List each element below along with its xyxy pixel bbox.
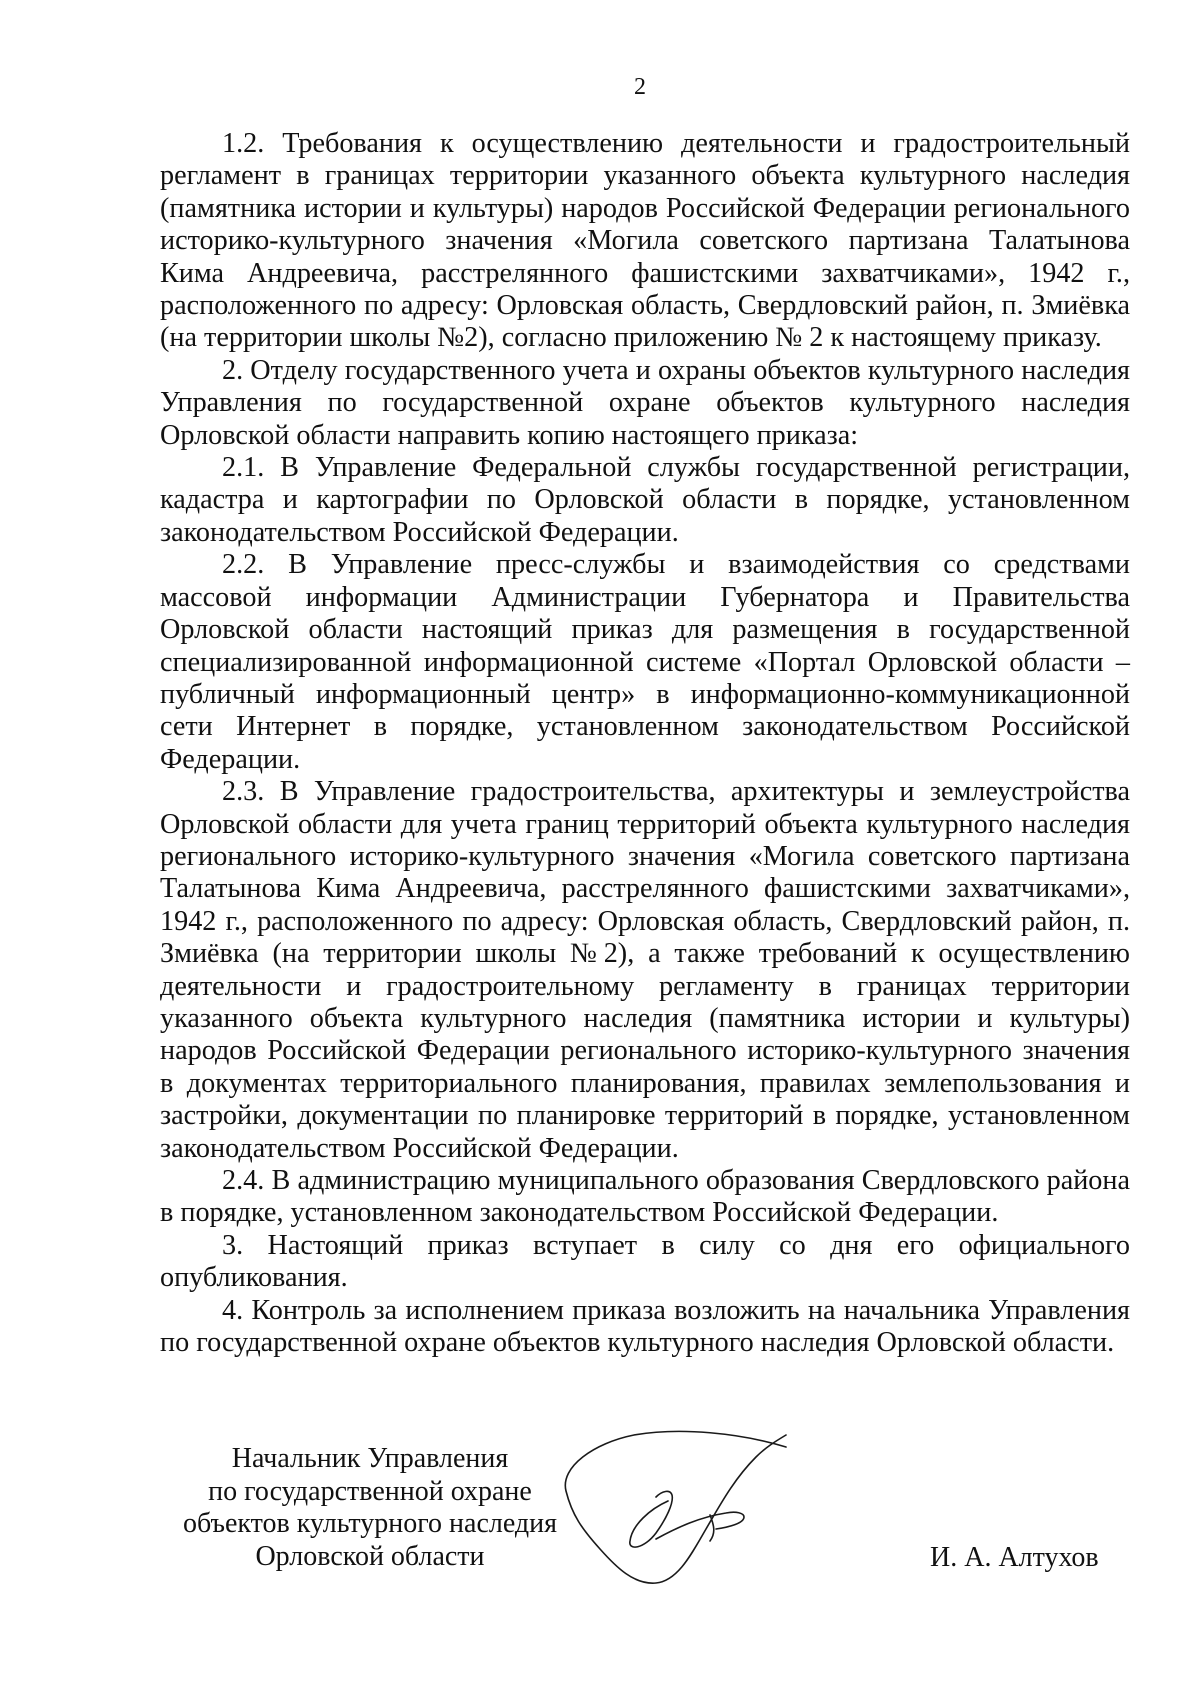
paragraph-2: 2. Отделу государственного учета и охраны объектов культурного наследия Управления по государственной охране объектов культурного наследия Орловской области направить копию настоящего приказа: [160,354,1130,451]
signatory-title-line: по государственной охране [208,1475,532,1507]
signatory-title-line: Начальник Управления [231,1443,509,1474]
document-body [160,128,1130,1359]
signatory-title [170,1443,570,1573]
paragraph-2-2: 2.2. В Управление пресс-службы и взаимодействия со средствами массовой информации Администрации Губернатора и Правительства Орловской области настоящий приказ для размещения в государственной специализированной информационной системе «Портал Орловской области – публичный информационный центр» в информационно-коммуникационной сети Интернет в порядке, установленном законодательством Российской Федерации. [160,549,1130,775]
paragraph-3: 3. Настоящий приказ вступает в силу со дня его официального опубликования. [160,1229,1130,1294]
paragraph-2-1: 2.1. В Управление Федеральной службы государственной регистрации, кадастра и картографии по Орловской области в порядке, установленном законодательством Российской Федерации. [160,452,1130,548]
page-number: 2 [634,74,646,100]
signatory-name: И. А. Алтухов [930,1542,1099,1573]
paragraph-4: 4. Контроль за исполнением приказа возложить на начальника Управления по государственной охране объектов культурного наследия Орловской области. [160,1294,1130,1359]
signatory-title-line: объектов культурного наследия [182,1508,558,1539]
signatory-title-line: Орловской области [255,1540,485,1572]
paragraph-1-2: 1.2. Требования к осуществлению деятельности и градостроительный регламент в границах территории указанного объекта культурного наследия (памятника истории и культуры) народов Российской Федерации регионального историко-культурного значения «Могила советского партизана Талатынова Кима Андреевича, расстрелянного фашистскими захватчиками», 1942 г., расположенного по адресу: Орловская область, Свердловский район, п. Змиёвка (на территории школы №2), согласно приложению № 2 к настоящему приказу. [160,128,1130,354]
paragraph-2-3: 2.3. В Управление градостроительства, архитектуры и землеустройства Орловской области для учета границ территорий объекта культурного наследия регионального историко-культурного значения «Могила советского партизана Талатынова Кима Андреевича, расстрелянного фашистскими захватчиками», 1942 г., расположенного по адресу: Орловская область, Свердловский район, п. Змиёвка (на территории школы №2), а также требований к осуществлению деятельности и градостроительному регламенту в границах территории указанного объекта культурного наследия (памятника истории и культуры) народов Российской Федерации регионального историко-культурного значения в документах территориального планирования, правилах землепользования и застройки, документации по планировке территорий в порядке, установленном законодательством Российской Федерации. [160,776,1130,1164]
paragraph-2-4: 2.4. В администрацию муниципального образования Свердловского района в порядке, установленном законодательством Российской Федерации. [160,1165,1130,1229]
handwritten-signature [560,1425,850,1595]
